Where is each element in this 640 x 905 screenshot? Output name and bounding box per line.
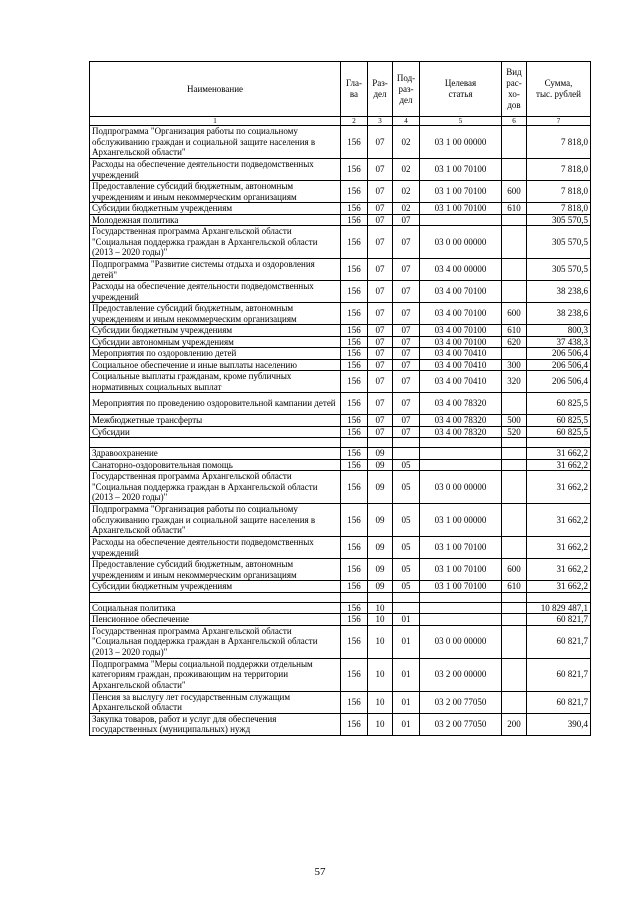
row-sum: 60 825,5 [527,393,591,415]
row-name: Молодежная политика [90,214,341,226]
row-razdel: 07 [368,159,393,181]
row-glava: 156 [341,448,368,460]
row-glava: 156 [341,415,368,427]
row-article: 03 1 00 70100 [420,581,502,593]
row-podrazdel: 05 [393,504,420,537]
table-row [90,581,591,593]
row-sum: 7 818,0 [527,159,591,181]
row-glava: 156 [341,336,368,348]
row-razdel: 09 [368,504,393,537]
row-sum: 7 818,0 [527,203,591,215]
header-row [90,62,591,117]
row-name: Подпрограмма "Меры социальной поддержки отдельным категориям граждан, проживающим на территории Архангельской области" [90,658,341,691]
table-row [90,348,591,360]
row-glava: 156 [341,281,368,303]
row-podrazdel [393,602,420,614]
row-vid [502,459,527,471]
table-row [90,181,591,203]
page-number: 57 [314,866,326,878]
table-body [90,126,591,736]
row-article: 03 1 00 00000 [420,504,502,537]
table-row [90,325,591,337]
row-sum: 206 506,4 [527,371,591,393]
row-vid: 620 [502,336,527,348]
row-glava: 156 [341,181,368,203]
row-glava: 156 [341,581,368,593]
row-glava: 156 [341,214,368,226]
row-glava: 156 [341,325,368,337]
table-row [90,126,591,159]
row-podrazdel: 02 [393,181,420,203]
row-podrazdel: 05 [393,459,420,471]
row-name: Государственная программа Архангельской области "Социальная поддержка граждан в Архангельской области (2013 – 2020 годы)" [90,471,341,504]
row-sum: 31 662,2 [527,459,591,471]
row-podrazdel: 07 [393,348,420,360]
blank-cell [393,592,420,602]
row-vid: 610 [502,325,527,337]
row-glava: 156 [341,713,368,735]
row-sum: 7 818,0 [527,181,591,203]
table-row [90,471,591,504]
row-podrazdel: 07 [393,214,420,226]
row-podrazdel: 05 [393,471,420,504]
row-glava: 156 [341,559,368,581]
row-podrazdel: 07 [393,281,420,303]
row-sum: 305 570,5 [527,259,591,281]
budget-table [89,61,591,736]
row-name: Предоставление субсидий бюджетным, автономным учреждениям и иным некоммерческим организациям [90,181,341,203]
header-sum: Сумма, тыс. рублей [527,62,591,117]
row-glava: 156 [341,203,368,215]
row-article: 03 1 00 70100 [420,559,502,581]
row-podrazdel: 02 [393,203,420,215]
row-vid: 600 [502,303,527,325]
row-vid [502,393,527,415]
row-sum: 10 829 487,1 [527,602,591,614]
row-article [420,214,502,226]
row-vid [502,504,527,537]
row-vid [502,658,527,691]
row-razdel: 07 [368,371,393,393]
row-razdel: 07 [368,281,393,303]
row-name: Подпрограмма "Развитие системы отдыха и оздоровления детей" [90,259,341,281]
row-name: Государственная программа Архангельской области "Социальная поддержка граждан в Архангельской области (2013 – 2020 годы)" [90,226,341,259]
table-row [90,336,591,348]
column-number: 2 [341,117,368,126]
row-vid [502,259,527,281]
column-number: 7 [527,117,591,126]
row-razdel: 09 [368,448,393,460]
row-razdel: 07 [368,348,393,360]
blank-cell [368,592,393,602]
row-vid: 500 [502,415,527,427]
table-row [90,203,591,215]
row-podrazdel: 02 [393,126,420,159]
row-article: 03 1 00 00000 [420,126,502,159]
row-vid: 200 [502,713,527,735]
row-vid [502,126,527,159]
row-sum: 31 662,2 [527,504,591,537]
row-vid [502,625,527,658]
row-vid: 610 [502,203,527,215]
row-glava: 156 [341,393,368,415]
row-razdel: 07 [368,426,393,438]
row-vid [502,159,527,181]
row-podrazdel: 07 [393,336,420,348]
row-vid [502,602,527,614]
row-razdel: 10 [368,614,393,626]
row-vid [502,537,527,559]
table-row [90,658,591,691]
row-article [420,448,502,460]
row-razdel: 10 [368,602,393,614]
row-glava: 156 [341,537,368,559]
row-glava: 156 [341,504,368,537]
table-row [90,713,591,735]
row-razdel: 07 [368,214,393,226]
row-podrazdel: 01 [393,713,420,735]
row-article [420,614,502,626]
table-row [90,448,591,460]
row-article: 03 1 00 70100 [420,203,502,215]
table-row [90,537,591,559]
row-article: 03 2 00 77050 [420,713,502,735]
header-podrazdel: Под- раз- дел [393,62,420,117]
row-razdel: 07 [368,336,393,348]
table-row [90,359,591,371]
row-name: Субсидии бюджетным учреждениям [90,203,341,215]
row-vid [502,691,527,713]
row-razdel: 07 [368,259,393,281]
row-sum: 60 821,7 [527,658,591,691]
row-article: 03 4 00 70410 [420,348,502,360]
row-name: Санаторно-оздоровительная помощь [90,459,341,471]
table-row [90,559,591,581]
row-sum: 38 238,6 [527,281,591,303]
row-glava: 156 [341,226,368,259]
row-sum: 60 825,5 [527,426,591,438]
row-vid [502,471,527,504]
table-row [90,226,591,259]
row-vid: 610 [502,581,527,593]
row-glava: 156 [341,625,368,658]
table-row [90,259,591,281]
row-razdel: 07 [368,359,393,371]
row-podrazdel: 01 [393,614,420,626]
row-podrazdel: 01 [393,658,420,691]
column-number-row [90,117,591,126]
blank-cell [502,592,527,602]
row-glava: 156 [341,426,368,438]
row-sum: 390,4 [527,713,591,735]
row-sum: 7 818,0 [527,126,591,159]
row-podrazdel: 05 [393,537,420,559]
row-razdel: 07 [368,303,393,325]
row-name: Субсидии бюджетным учреждениям [90,581,341,593]
row-article: 03 4 00 00000 [420,259,502,281]
row-name: Здравоохранение [90,448,341,460]
row-vid: 320 [502,371,527,393]
row-article: 03 0 00 00000 [420,625,502,658]
row-sum: 31 662,2 [527,581,591,593]
row-vid [502,448,527,460]
row-article: 03 1 00 70100 [420,159,502,181]
row-razdel: 07 [368,203,393,215]
row-razdel: 10 [368,658,393,691]
row-article [420,459,502,471]
row-name: Социальные выплаты гражданам, кроме публичных нормативных социальных выплат [90,371,341,393]
table-row [90,415,591,427]
header-name: Наименование [90,62,341,117]
row-name: Социальная политика [90,602,341,614]
row-glava: 156 [341,359,368,371]
row-article: 03 1 00 70100 [420,537,502,559]
row-sum: 31 662,2 [527,448,591,460]
column-number: 6 [502,117,527,126]
row-name: Подпрограмма "Организация работы по социальному обслуживанию граждан и социальной защите населения в Архангельской области" [90,504,341,537]
row-article: 03 4 00 70100 [420,281,502,303]
row-sum: 31 662,2 [527,537,591,559]
header-article: Целевая статья [420,62,502,117]
row-razdel: 09 [368,559,393,581]
row-name: Субсидии автономным учреждениям [90,336,341,348]
blank-cell [341,592,368,602]
table-row [90,504,591,537]
table-row [90,426,591,438]
row-glava: 156 [341,303,368,325]
row-razdel: 10 [368,625,393,658]
row-sum: 37 438,3 [527,336,591,348]
row-name: Расходы на обеспечение деятельности подведомственных учреждений [90,281,341,303]
row-razdel: 10 [368,713,393,735]
row-vid: 520 [502,426,527,438]
row-article: 03 4 00 78320 [420,393,502,415]
table-row [90,371,591,393]
row-podrazdel: 07 [393,226,420,259]
row-name: Социальное обеспечение и иные выплаты населению [90,359,341,371]
row-sum: 305 570,5 [527,226,591,259]
table-row [90,614,591,626]
blank-row [90,592,591,602]
table-row [90,159,591,181]
row-podrazdel: 05 [393,559,420,581]
row-name: Предоставление субсидий бюджетным, автономным учреждениям и иным некоммерческим организациям [90,303,341,325]
blank-cell [420,438,502,448]
row-name: Закупка товаров, работ и услуг для обеспечения государственных (муниципальных) нужд [90,713,341,735]
row-razdel: 07 [368,393,393,415]
row-glava: 156 [341,159,368,181]
blank-cell [90,438,341,448]
row-podrazdel: 07 [393,359,420,371]
blank-cell [393,438,420,448]
row-name: Пенсия за выслугу лет государственным служащим Архангельской области [90,691,341,713]
table-row [90,625,591,658]
blank-cell [90,592,341,602]
row-article: 03 4 00 70100 [420,325,502,337]
row-glava: 156 [341,126,368,159]
header-razdel: Раз- дел [368,62,393,117]
blank-cell [420,592,502,602]
row-vid [502,214,527,226]
column-number: 1 [90,117,341,126]
row-article: 03 4 00 70410 [420,371,502,393]
table-row [90,602,591,614]
blank-cell [527,438,591,448]
row-vid [502,226,527,259]
row-article: 03 4 00 70100 [420,336,502,348]
row-podrazdel: 07 [393,415,420,427]
row-name: Подпрограмма "Организация работы по социальному обслуживанию граждан и социальной защите населения в Архангельской области" [90,126,341,159]
row-glava: 156 [341,691,368,713]
row-podrazdel: 01 [393,625,420,658]
row-glava: 156 [341,348,368,360]
row-glava: 156 [341,602,368,614]
row-razdel: 09 [368,537,393,559]
row-article: 03 4 00 78320 [420,426,502,438]
row-vid: 600 [502,181,527,203]
row-article: 03 4 00 70100 [420,303,502,325]
table-row [90,691,591,713]
row-podrazdel: 02 [393,159,420,181]
row-glava: 156 [341,259,368,281]
row-glava: 156 [341,658,368,691]
row-name: Мероприятия по проведению оздоровительной кампании детей [90,393,341,415]
row-podrazdel: 05 [393,581,420,593]
row-podrazdel [393,448,420,460]
row-vid [502,614,527,626]
row-razdel: 09 [368,581,393,593]
row-glava: 156 [341,459,368,471]
row-sum: 305 570,5 [527,214,591,226]
row-article: 03 1 00 70100 [420,181,502,203]
row-name: Расходы на обеспечение деятельности подведомственных учреждений [90,159,341,181]
row-razdel: 10 [368,691,393,713]
header-glava: Гла- ва [341,62,368,117]
row-article: 03 0 00 00000 [420,226,502,259]
row-vid: 300 [502,359,527,371]
row-vid [502,348,527,360]
row-name: Межбюджетные трансферты [90,415,341,427]
row-razdel: 07 [368,325,393,337]
row-sum: 60 821,7 [527,614,591,626]
row-article: 03 2 00 00000 [420,658,502,691]
header-vid: Вид рас- хо- дов [502,62,527,117]
row-glava: 156 [341,471,368,504]
blank-cell [502,438,527,448]
blank-cell [368,438,393,448]
column-number: 3 [368,117,393,126]
row-name: Субсидии бюджетным учреждениям [90,325,341,337]
row-sum: 206 506,4 [527,348,591,360]
row-sum: 31 662,2 [527,471,591,504]
row-podrazdel: 07 [393,303,420,325]
row-sum: 800,3 [527,325,591,337]
row-article: 03 2 00 77050 [420,691,502,713]
row-glava: 156 [341,371,368,393]
table-row [90,303,591,325]
row-sum: 38 238,6 [527,303,591,325]
row-name: Мероприятия по оздоровлению детей [90,348,341,360]
table-row [90,459,591,471]
table-row [90,214,591,226]
row-name: Расходы на обеспечение деятельности подведомственных учреждений [90,537,341,559]
row-sum: 60 821,7 [527,625,591,658]
row-name: Субсидии [90,426,341,438]
table-row [90,281,591,303]
row-razdel: 09 [368,459,393,471]
blank-cell [527,592,591,602]
row-razdel: 09 [368,471,393,504]
blank-row [90,438,591,448]
row-article: 03 4 00 70410 [420,359,502,371]
column-number: 5 [420,117,502,126]
row-podrazdel: 07 [393,325,420,337]
row-podrazdel: 07 [393,393,420,415]
row-sum: 60 821,7 [527,691,591,713]
row-sum: 31 662,2 [527,559,591,581]
row-razdel: 07 [368,181,393,203]
blank-cell [341,438,368,448]
table-row [90,393,591,415]
row-podrazdel: 01 [393,691,420,713]
row-name: Пенсионное обеспечение [90,614,341,626]
row-razdel: 07 [368,126,393,159]
row-article: 03 0 00 00000 [420,471,502,504]
row-podrazdel: 07 [393,371,420,393]
row-podrazdel: 07 [393,426,420,438]
row-vid: 600 [502,559,527,581]
row-name: Государственная программа Архангельской области "Социальная поддержка граждан в Архангельской области (2013 – 2020 годы)" [90,625,341,658]
row-vid [502,281,527,303]
row-name: Предоставление субсидий бюджетным, автономным учреждениям и иным некоммерческим организациям [90,559,341,581]
row-razdel: 07 [368,226,393,259]
row-glava: 156 [341,614,368,626]
row-podrazdel: 07 [393,259,420,281]
row-sum: 60 825,5 [527,415,591,427]
row-razdel: 07 [368,415,393,427]
row-article [420,602,502,614]
column-number: 4 [393,117,420,126]
row-sum: 206 506,4 [527,359,591,371]
row-article: 03 4 00 78320 [420,415,502,427]
